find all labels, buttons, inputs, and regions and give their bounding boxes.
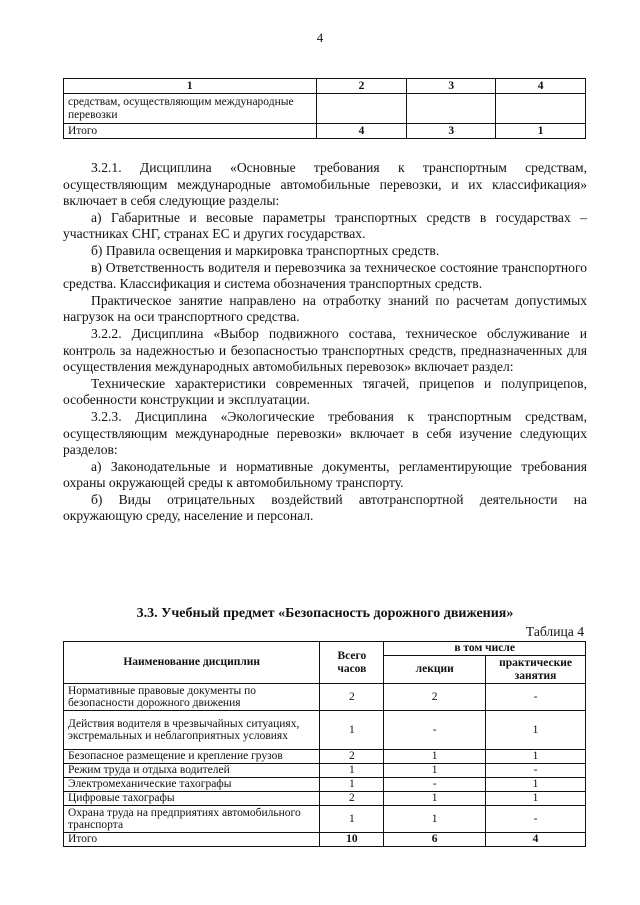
discipline-name: Режим труда и отдыха водителей <box>64 764 320 778</box>
table-cell: 1 <box>496 124 586 139</box>
header-name: Наименование дисциплин <box>64 642 320 684</box>
discipline-name: Действия водителя в чрезвычайных ситуациях, экстремальных и неблагоприятных условиях <box>64 711 320 750</box>
total-hours: 1 <box>320 778 384 792</box>
table-row <box>64 684 586 711</box>
header-cell: 1 <box>64 79 317 94</box>
table-cell <box>496 94 586 124</box>
page-number: 4 <box>316 30 324 45</box>
discipline-name: Итого <box>64 833 320 847</box>
lecture-hours: 1 <box>384 764 486 778</box>
table-row <box>64 764 586 778</box>
header-cell: 2 <box>316 79 407 94</box>
practice-hours: 1 <box>486 778 586 792</box>
table-row <box>64 778 586 792</box>
practice-hours: 1 <box>486 750 586 764</box>
header-cell: 4 <box>496 79 586 94</box>
practice-hours: 1 <box>486 711 586 750</box>
section-heading: 3.3. Учебный предмет «Безопасность дорожного движения» <box>136 606 514 621</box>
total-hours: 2 <box>320 792 384 806</box>
paragraph-3-2-2: 3.2.2. Дисциплина «Выбор подвижного состава, техническое обслуживание и контроль за надежностью и безопасностью транспортных средств, предназначенных для осуществления международных автомобильных перевозок» включает раздел: <box>63 325 587 375</box>
lecture-hours: 1 <box>384 750 486 764</box>
paragraph-3-2-3: 3.2.3. Дисциплина «Экологические требования к транспортным средствам, осуществляющим международные перевозки» включает в себя изучение следующих разделов: <box>63 408 587 458</box>
lecture-hours: - <box>384 711 486 750</box>
disciplines-table <box>63 641 586 847</box>
practice-hours: - <box>486 806 586 833</box>
header-lectures: лекции <box>384 656 486 684</box>
discipline-name: Безопасное размещение и крепление грузов <box>64 750 320 764</box>
total-hours: 2 <box>320 684 384 711</box>
header-cell: 3 <box>407 79 496 94</box>
lecture-hours: - <box>384 778 486 792</box>
practice-hours: 1 <box>486 792 586 806</box>
total-hours: 10 <box>320 833 384 847</box>
discipline-name: Охрана труда на предприятиях автомобильного транспорта <box>64 806 320 833</box>
header-total: Всего часов <box>320 642 384 684</box>
table-total-row <box>64 124 586 139</box>
table-cell: Итого <box>64 124 317 139</box>
discipline-name: Электромеханические тахографы <box>64 778 320 792</box>
table-cell: средствам, осуществляющим международные перевозки <box>64 94 317 124</box>
table-caption: Таблица 4 <box>525 624 584 639</box>
table-row <box>64 94 586 124</box>
table-cell <box>407 94 496 124</box>
paragraph-practice: Практическое занятие направлено на отработку знаний по расчетам допустимых нагрузок на оси транспортного средства. <box>63 292 587 325</box>
discipline-name: Цифровые тахографы <box>64 792 320 806</box>
table-row <box>64 750 586 764</box>
total-hours: 1 <box>320 806 384 833</box>
continuation-table <box>63 78 586 139</box>
paragraph-3-2-1: 3.2.1. Дисциплина «Основные требования к транспортным средствам, осуществляющим международные автомобильные перевозки, и их классификация» включает в себя следующие разделы: <box>63 160 587 209</box>
header-group: в том числе <box>384 642 586 656</box>
paragraph-eco-b: б) Виды отрицательных воздействий автотранспортной деятельности на окружающую среду, население и персонал. <box>63 491 587 524</box>
paragraph-eco-a: а) Законодательные и нормативные документы, регламентирующие требования охраны окружающей среды к автомобильному транспорту. <box>63 458 587 491</box>
table-cell: 3 <box>407 124 496 139</box>
paragraph-item-a: а) Габаритные и весовые параметры транспортных средств в государствах – участниках СНГ, странах ЕС и других государствах. <box>63 209 587 242</box>
practice-hours: - <box>486 764 586 778</box>
paragraph-item-v: в) Ответственность водителя и перевозчика за техническое состояние транспортного средства. Классификация и система обозначения транспортных средств. <box>63 259 587 292</box>
lecture-hours: 6 <box>384 833 486 847</box>
table-cell <box>316 94 407 124</box>
practice-hours: - <box>486 684 586 711</box>
lecture-hours: 1 <box>384 792 486 806</box>
total-hours: 1 <box>320 764 384 778</box>
body-text <box>63 160 587 525</box>
table-header-row <box>64 642 586 656</box>
header-practice: практические занятия <box>486 656 586 684</box>
table-row <box>64 792 586 806</box>
total-hours: 2 <box>320 750 384 764</box>
table-row <box>64 711 586 750</box>
discipline-name: Нормативные правовые документы по безопасности дорожного движения <box>64 684 320 711</box>
table-row <box>64 806 586 833</box>
total-hours: 1 <box>320 711 384 750</box>
paragraph-item-b: б) Правила освещения и маркировка транспортных средств. <box>91 242 440 258</box>
lecture-hours: 1 <box>384 806 486 833</box>
paragraph-tech: Технические характеристики современных тягачей, прицепов и полуприцепов, особенности конструкции и эксплуатации. <box>63 375 587 408</box>
table-header-row <box>64 79 586 94</box>
table-cell: 4 <box>316 124 407 139</box>
lecture-hours: 2 <box>384 684 486 711</box>
table-total-row <box>64 833 586 847</box>
practice-hours: 4 <box>486 833 586 847</box>
